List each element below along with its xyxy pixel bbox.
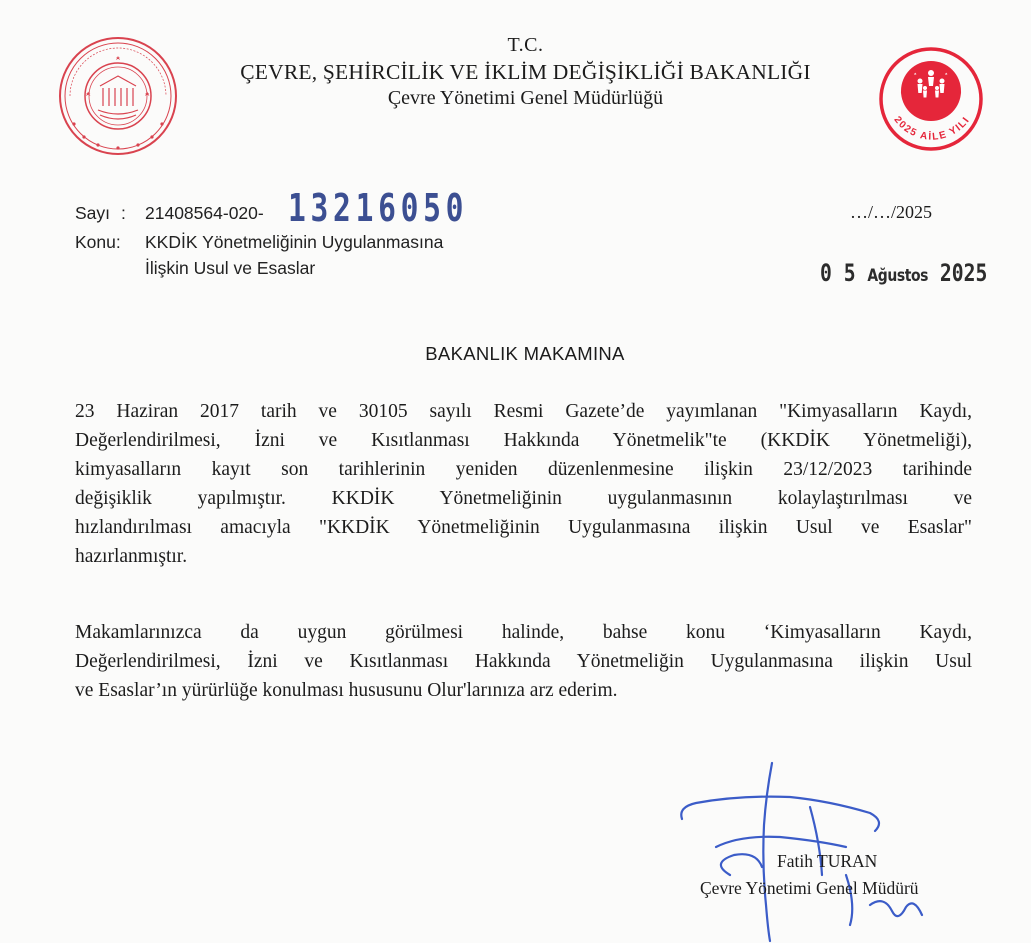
body-paragraph-1 [75, 397, 972, 571]
body-paragraph-2 [75, 618, 972, 705]
date-stamp-day: 0 5 [820, 259, 856, 287]
sayi-colon: : [121, 203, 126, 223]
paragraph-line: hızlandırılması amacıyla "KKDİK Yönetmeliğinin Uygulanmasına ilişkin Usul ve Esaslar" [75, 517, 972, 538]
document-number-stamp: 13216050 [288, 186, 469, 230]
konu-label: Konu: [75, 232, 121, 252]
handwritten-signature [670, 755, 970, 943]
paragraph-line: hazırlanmıştır. [75, 546, 188, 567]
header-ministry-name: ÇEVRE, ŞEHİRCİLİK VE İKLİM DEĞİŞİKLİĞİ BAKANLIĞI [240, 60, 811, 84]
date-stamp [820, 259, 987, 287]
paragraph-line: Değerlendirilmesi, İzni ve Kısıtlanması Hakkında Yönetmelik"te (KKDİK Yönetmeliği), [75, 430, 972, 451]
paragraph-line: değişiklik yapılmıştır. KKDİK Yönetmeliğinin uygulanmasının kolaylaştırılması ve [75, 488, 972, 509]
header-directorate: Çevre Yönetimi Genel Müdürlüğü [387, 87, 664, 109]
konu-subject-line-1: KKDİK Yönetmeliğinin Uygulanmasına [145, 232, 444, 252]
paragraph-line: Değerlendirilmesi, İzni ve Kısıtlanması Hakkında Yönetmeliğin Uygulanmasına ilişkin Usul [75, 651, 972, 672]
svg-text:2025 AİLE YILI: 2025 AİLE YILI [891, 114, 973, 143]
header-tc: T.C. [507, 34, 544, 56]
addressee-heading: BAKANLIK MAKAMINA [425, 343, 625, 364]
paragraph-line: ve Esaslar’ın yürürlüğe konulması hususunu Olur'larınıza arz ederim. [75, 680, 618, 701]
paragraph-line: Makamlarınızca da uygun görülmesi halinde, bahse konu ‘Kimyasalların Kaydı, [75, 622, 972, 643]
sayi-prefix: 21408564-020- [145, 203, 264, 223]
sayi-label: Sayı [75, 203, 111, 223]
signatory-name: Fatih TURAN [777, 851, 878, 871]
konu-subject-line-2: İlişkin Usul ve Esaslar [145, 258, 316, 278]
date-stamp-month: Ağustos [867, 266, 929, 286]
date-placeholder: …/…/2025 [850, 202, 933, 222]
date-stamp-year: 2025 [939, 259, 988, 287]
paragraph-line: kimyasalların kayıt son tarihlerinin yeniden düzenlenmesine ilişkin 23/12/2023 tarihinde [75, 459, 972, 480]
paragraph-line: 23 Haziran 2017 tarih ve 30105 sayılı Resmi Gazete’de yayımlanan "Kimyasalların Kaydı, [75, 401, 972, 422]
signatory-title: Çevre Yönetimi Genel Müdürü [700, 878, 919, 898]
